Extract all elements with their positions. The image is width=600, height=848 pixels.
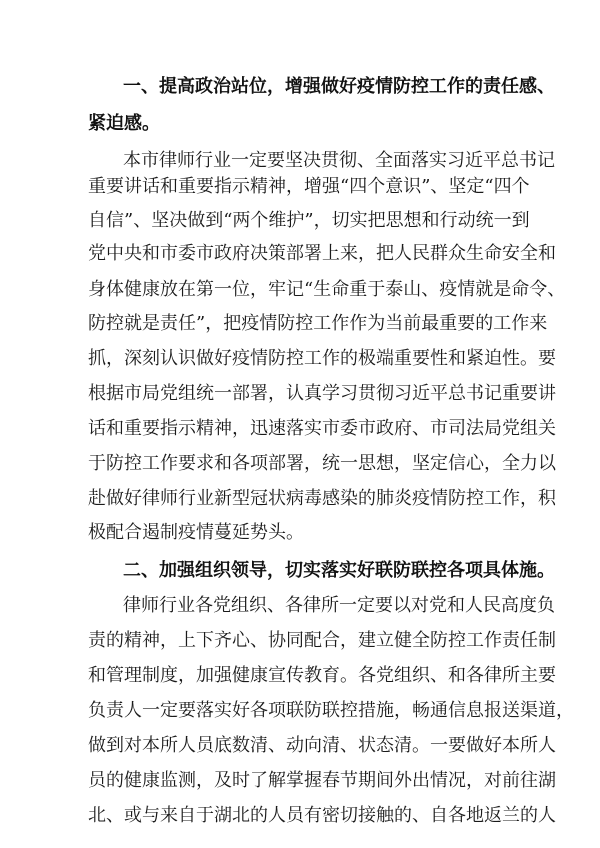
section-2-paragraph-line-2: 责的精神，上下齐心、协同配合，建立健全防控工作责任制 [88,630,556,651]
section-1-heading-line-1: 一、提高政治站位，增强做好疫情防控工作的责任感、 [123,76,555,97]
section-2-heading: 二、加强组织领导，切实落实好联防联控各项具体施。 [123,560,555,581]
section-2-paragraph-line-4: 负责人一定要落实好各项联防联控措施，畅通信息报送渠道， [88,700,574,721]
section-1-paragraph-line-12: 极配合遏制疫情蔓延势头。 [88,522,304,543]
section-1-paragraph-line-11: 赴做好律师行业新型冠状病毒感染的肺炎疫情防控工作，积 [88,488,556,509]
section-2-paragraph-line-3: 和管理制度，加强健康宣传教育。各党组织、和各律所主要 [88,665,556,686]
section-1-paragraph-line-9: 话和重要指示精神，迅速落实市委市政府、市司法局党组关 [88,418,556,439]
section-2-paragraph-line-5: 做到对本所人员底数清、动向清、状态清。一要做好本所人 [88,735,556,756]
section-1-paragraph-line-3: 自信”、坚决做到“两个维护”，切实把思想和行动统一到 [88,210,530,231]
section-1-paragraph-line-7: 抓，深刻认识做好疫情防控工作的极端重要性和紧迫性。要 [88,348,556,369]
section-1-paragraph-line-2: 重要讲话和重要指示精神，增强“四个意识”、坚定“四个 [88,176,530,197]
section-1-paragraph-line-5: 身体健康放在第一位，牢记“生命重于泰山、疫情就是命令、 [88,279,566,300]
section-2-paragraph-line-1: 律师行业各党组织、各律所一定要以对党和人民高度负 [123,595,555,616]
section-1-paragraph-line-10: 于防控工作要求和各项部署，统一思想，坚定信心，全力以 [88,453,556,474]
section-1-heading-line-2: 紧迫感。 [88,113,160,134]
section-2-paragraph-line-7: 北、或与来自于湖北的人员有密切接触的、自各地返兰的人 [88,805,556,826]
section-1-paragraph-line-6: 防控就是责任”，把疫情防控工作作为当前最重要的工作来 [88,313,548,334]
section-1-paragraph-line-8: 根据市局党组统一部署，认真学习贯彻习近平总书记重要讲 [88,383,556,404]
section-2-paragraph-line-6: 员的健康监测，及时了解掌握春节期间外出情况，对前往湖 [88,770,556,791]
section-1-paragraph-line-4: 党中央和市委市政府决策部署上来，把人民群众生命安全和 [88,243,556,264]
section-1-paragraph-line-1: 本市律师行业一定要坚决贯彻、全面落实习近平总书记 [123,150,555,171]
